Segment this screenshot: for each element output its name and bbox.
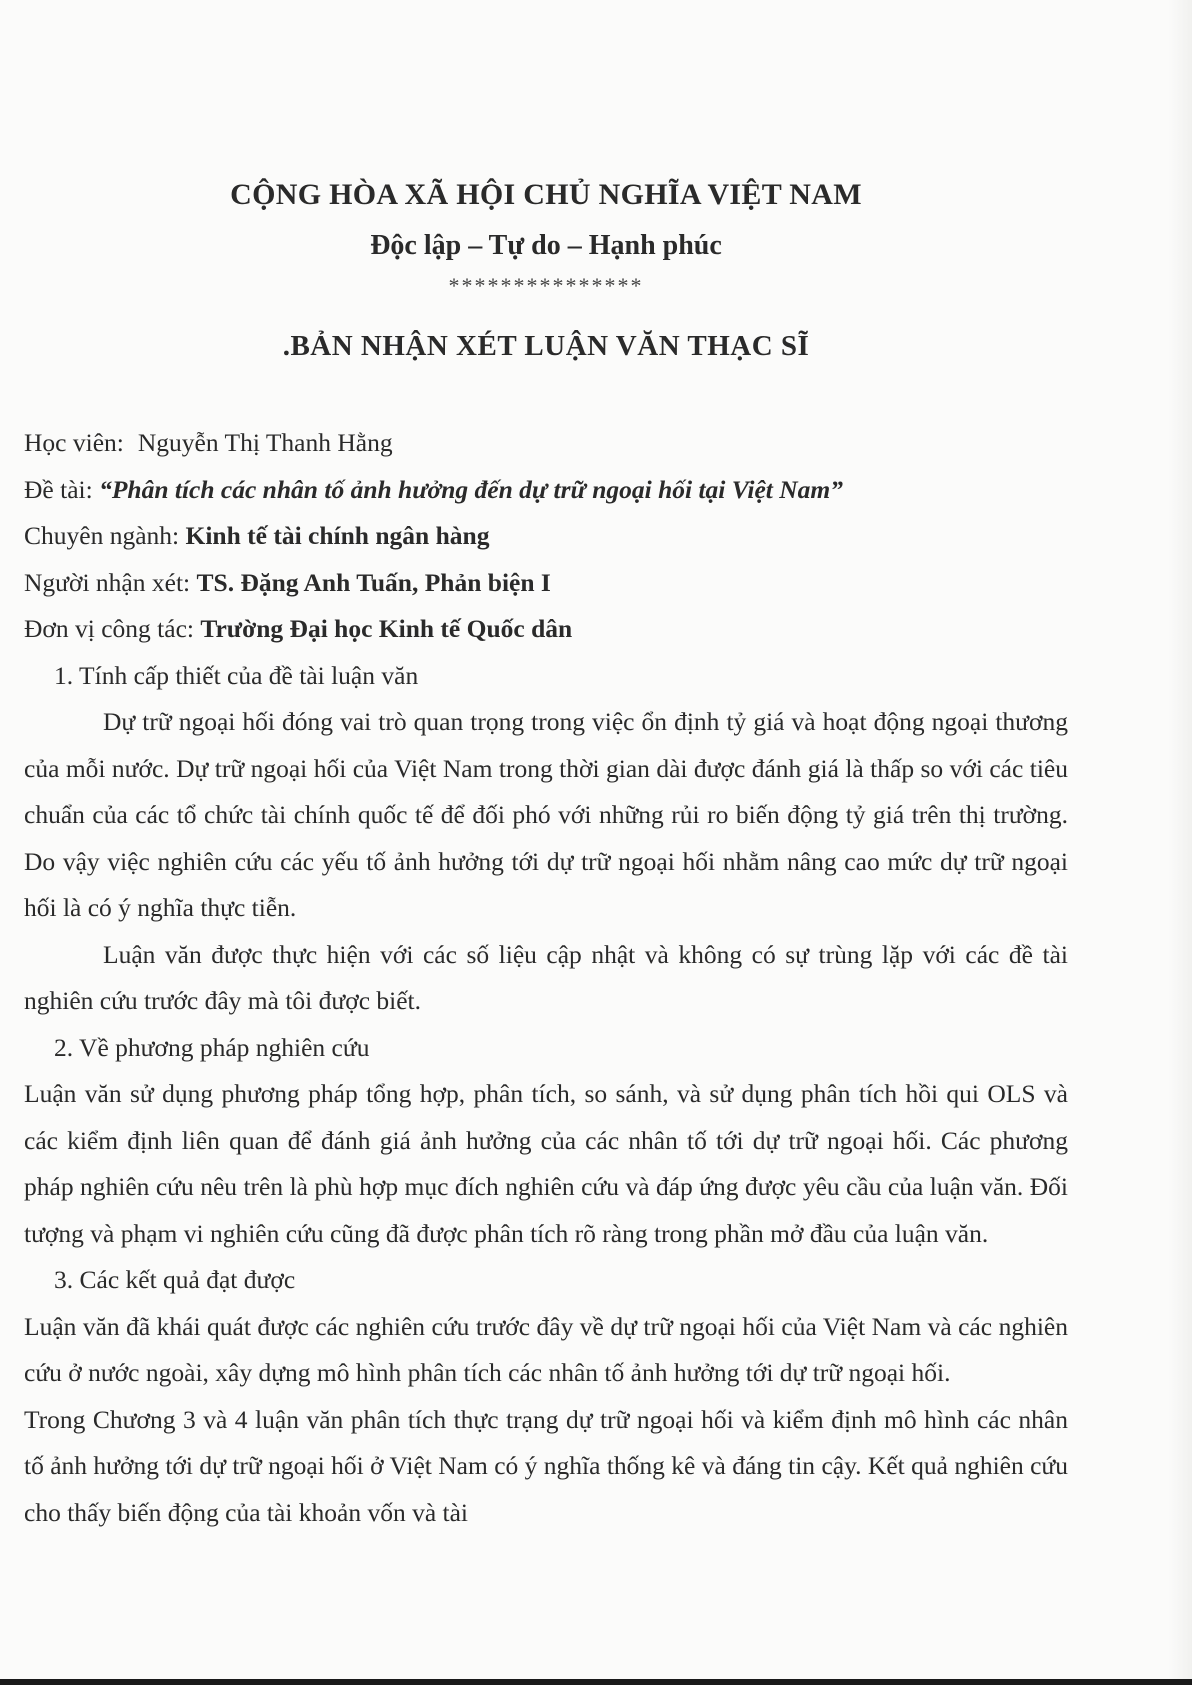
section-2-heading: 2. Về phương pháp nghiên cứu bbox=[54, 1032, 370, 1062]
section-1-heading: 1. Tính cấp thiết của đề tài luận văn bbox=[54, 660, 419, 690]
student-row bbox=[24, 420, 1068, 467]
star-separator: *************** bbox=[448, 273, 644, 298]
work-unit-label: Đơn vị công tác: bbox=[24, 614, 194, 643]
major-label: Chuyên ngành: bbox=[24, 521, 180, 550]
national-title: CỘNG HÒA XÃ HỘI CHỦ NGHĨA VIỆT NAM bbox=[230, 178, 862, 211]
document-body bbox=[24, 420, 1068, 1536]
section-1-paragraph-2: Luận văn được thực hiện với các số liệu cập nhật và không có sự trùng lặp với các đề tài nghiên cứu trước đây mà tôi được biết. bbox=[24, 939, 1068, 1015]
section-3-heading: 3. Các kết quả đạt được bbox=[54, 1265, 296, 1294]
reviewer-row bbox=[24, 560, 1068, 607]
major-value: Kinh tế tài chính ngân hàng bbox=[185, 521, 490, 550]
document-title: .BẢN NHẬN XÉT LUẬN VĂN THẠC SĨ bbox=[282, 330, 810, 362]
topic-row bbox=[24, 467, 1068, 514]
work-unit-value: Trường Đại học Kinh tế Quốc dân bbox=[200, 614, 573, 643]
national-motto: Độc lập – Tự do – Hạnh phúc bbox=[370, 230, 722, 261]
reviewer-value: TS. Đặng Anh Tuấn, Phản biện I bbox=[196, 567, 551, 597]
topic-label: Đề tài: bbox=[24, 474, 93, 504]
work-unit-row bbox=[24, 606, 1068, 653]
student-label: Học viên: bbox=[24, 428, 124, 457]
major-row bbox=[24, 513, 1068, 560]
section-3-paragraph-2: Trong Chương 3 và 4 luận văn phân tích thực trạng dự trữ ngoại hối và kiểm định mô hình các nhân tố ảnh hưởng tới dự trữ ngoại hối ở Việt Nam có ý nghĩa thống kê và đáng tin cậy. Kết quả nghiên cứu cho thấy biến động của tài khoản vốn và tài bbox=[24, 1404, 1068, 1527]
topic-title: “Phân tích các nhân tố ảnh hưởng đến dự trữ ngoại hối tại Việt Nam” bbox=[99, 474, 843, 504]
section-1-paragraph-1: Dự trữ ngoại hối đóng vai trò quan trọng trong việc ổn định tỷ giá và hoạt động ngoại thương của mỗi nước. Dự trữ ngoại hối của Việt Nam trong thời gian dài được đánh giá là thấp so với các tiêu chuẩn của các tổ chức tài chính quốc tế để đối phó với những rủi ro biến động tỷ giá trên thị trường. Do vậy việc nghiên cứu các yếu tố ảnh hưởng tới dự trữ ngoại hối nhằm nâng cao mức dự trữ ngoại hối là có ý nghĩa thực tiễn. bbox=[24, 707, 1068, 922]
section-2-paragraph-1: Luận văn sử dụng phương pháp tổng hợp, phân tích, so sánh, và sử dụng phân tích hồi qui OLS và các kiểm định liên quan để đánh giá ảnh hưởng của các nhân tố tới dự trữ ngoại hối. Các phương pháp nghiên cứu nêu trên là phù hợp mục đích nghiên cứu và đáp ứng được yêu cầu của luận văn. Đối tượng và phạm vi nghiên cứu cũng đã được phân tích rõ ràng trong phần mở đầu của luận văn. bbox=[24, 1079, 1068, 1248]
section-3-paragraph-1: Luận văn đã khái quát được các nghiên cứu trước đây về dự trữ ngoại hối của Việt Nam và các nghiên cứu ở nước ngoài, xây dựng mô hình phân tích các nhân tố ảnh hưởng tới dự trữ ngoại hối. bbox=[24, 1311, 1068, 1387]
document-page bbox=[24, 0, 1068, 1685]
scan-bottom-edge bbox=[0, 1679, 1192, 1685]
page-edge-shadow bbox=[1168, 0, 1192, 1685]
reviewer-label: Người nhận xét: bbox=[24, 567, 191, 597]
student-name: Nguyễn Thị Thanh Hằng bbox=[137, 428, 393, 457]
